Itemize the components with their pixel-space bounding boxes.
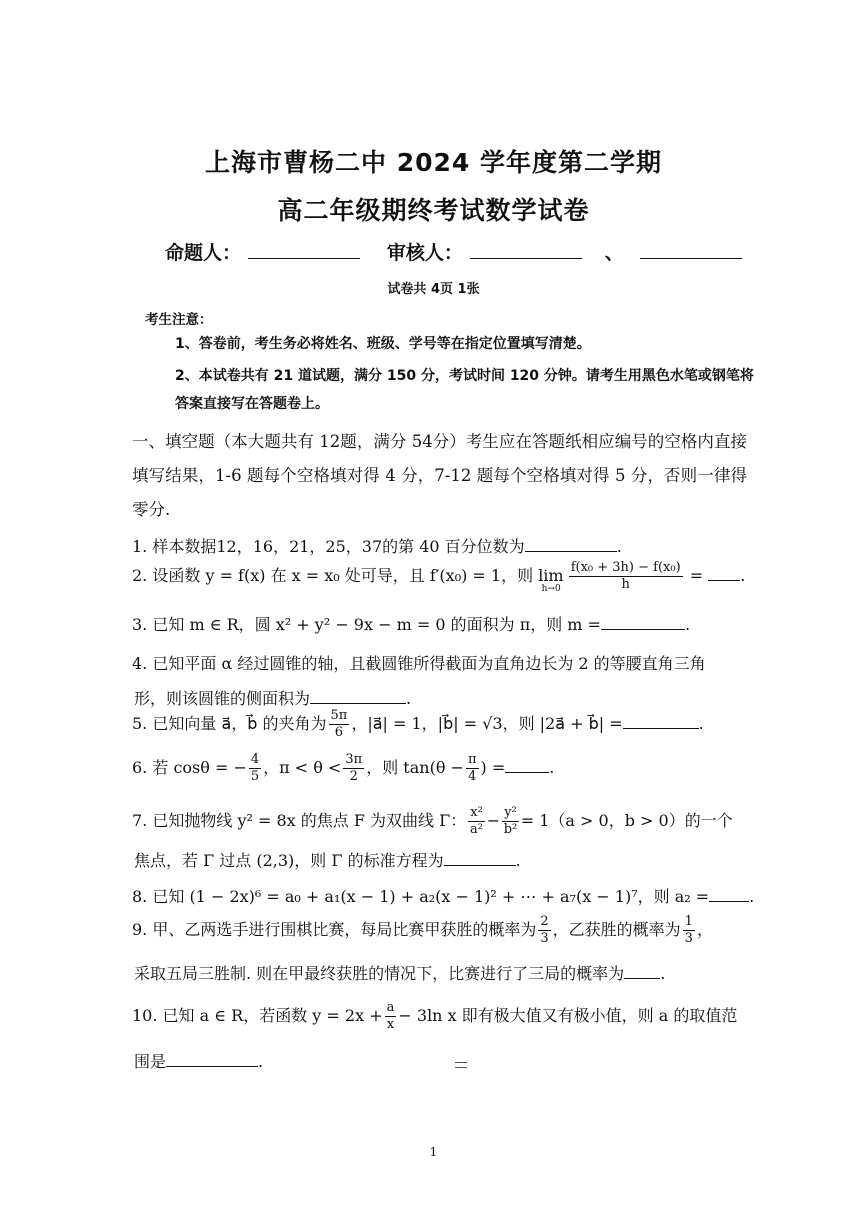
proposer-blank [248, 240, 360, 259]
question-10-text-2: − 3ln x 即有极大值又有极小值，则 a 的取值范 [398, 1006, 738, 1025]
question-9-numerator-1: 2 [540, 914, 549, 929]
question-6 [132, 752, 752, 785]
question-6-text-4: ) = [480, 758, 506, 777]
question-6-fraction-2 [343, 752, 364, 785]
question-6-denominator-3: 4 [468, 769, 477, 784]
question-9-denominator-1: 3 [540, 931, 549, 946]
answer-blank-9 [624, 964, 660, 979]
answer-blank-7 [444, 851, 516, 866]
answer-blank-4 [310, 689, 406, 704]
question-4-end: . [406, 689, 412, 708]
question-9-fraction-1 [538, 914, 550, 947]
question-7-numerator-1: x² [470, 805, 483, 820]
question-8-text: 8. 已知 (1 − 2x)⁶ = a₀ + a₁(x − 1) + a₂(x − 1)² + ⋯ + a₇(x − 1)⁷，则 a₂ = [132, 887, 710, 906]
question-7-numerator-2: y² [504, 805, 517, 820]
question-5-numerator: 5π [330, 708, 348, 723]
question-9-denominator-2: 3 [684, 931, 693, 946]
question-5-end: . [698, 714, 704, 733]
question-6-fraction-3 [466, 752, 479, 785]
question-6-numerator-1: 4 [250, 752, 260, 767]
page-number: 1 [429, 1145, 438, 1159]
question-2-equals: = [684, 566, 709, 585]
answer-blank-5 [623, 714, 699, 729]
question-4-line-2: 形，则该圆锥的侧面积为 [134, 689, 311, 708]
question-10-fraction [385, 1000, 397, 1033]
answer-blank-1 [525, 537, 617, 552]
question-6-numerator-2: 3π [345, 752, 363, 767]
question-4-line-1: 4. 已知平面 α 经过圆锥的轴，且截圆锥所得截面为直角边长为 2 的等腰直角三角 [132, 654, 706, 673]
question-9-numerator-2: 1 [684, 914, 693, 929]
question-9 [132, 914, 752, 984]
reviewer-blank-2 [640, 240, 742, 259]
answer-blank-2 [708, 566, 740, 581]
question-6-denominator-1: 5 [250, 769, 260, 784]
question-5-fraction [329, 708, 350, 741]
question-2 [132, 560, 752, 593]
question-10-denominator: x [386, 1017, 395, 1032]
question-9-end: . [660, 964, 666, 983]
question-5-text: 5. 已知向量 a⃗，b⃗ 的夹角为 [132, 714, 327, 733]
question-3 [132, 612, 752, 635]
question-5-text-2: ，|a⃗| = 1，|b⃗| = √3，则 |2a⃗ + b⃗| = [351, 714, 623, 733]
question-9-fraction-2 [683, 914, 695, 947]
question-7-line-2: 焦点，若 Γ 过点 (2,3)，则 Γ 的标准方程为 [134, 851, 444, 870]
question-7 [132, 805, 752, 871]
question-6-denominator-2: 2 [349, 769, 358, 784]
scan-mark [455, 1062, 467, 1068]
question-6-text: 6. 若 cosθ = − [132, 758, 247, 777]
question-7-text-2: = 1（a > 0，b > 0）的一个 [520, 811, 733, 830]
exam-title-line2: 高二年级期终考试数学试卷 [277, 196, 590, 225]
pages-info: 试卷共 4页 1张 [387, 282, 480, 297]
question-6-numerator-3: π [467, 752, 477, 767]
question-2-end: . [740, 566, 746, 585]
question-9-text: 9. 甲、乙两选手进行围棋比赛，每局比赛甲获胜的概率为 [132, 920, 537, 939]
question-2-numerator: f(x₀ + 3h) − f(x₀) [570, 560, 681, 575]
question-7-denominator-1: a² [470, 822, 483, 837]
signers-row [165, 238, 742, 265]
question-6-end: . [549, 758, 555, 777]
question-1-text: 1. 样本数据12，16，21，25，37的第 40 百分位数为 [132, 537, 525, 556]
question-10 [132, 1000, 752, 1072]
question-4 [132, 651, 752, 709]
question-2-denominator: h [621, 577, 630, 592]
question-7-fraction-1 [468, 805, 485, 838]
question-3-end: . [684, 615, 691, 634]
question-7-text: 7. 已知抛物线 y² = 8x 的焦点 F 为双曲线 Γ： [132, 811, 467, 830]
exam-title-line1: 上海市曹杨二中 2024 学年度第二学期 [205, 148, 662, 177]
reviewer-separator: 、 [604, 242, 624, 264]
question-1-end: . [616, 537, 622, 556]
question-8-end: . [749, 887, 755, 906]
answer-blank-8 [709, 887, 749, 902]
section-1-heading: 一、填空题（本大题共有 12题，满分 54分）考生应在答题纸相应编号的空格内直接填写结果，1-6 题每个空格填对得 4 分，7-12 题每个空格填对得 5 分，否则一律得零分. [132, 432, 747, 519]
question-7-fraction-2 [502, 805, 519, 838]
notice-item-2: 2、本试卷共有 21 道试题，满分 150 分，考试时间 120 分钟。请考生用黑色水笔或钢笔将答案直接写在答题卷上。 [175, 368, 754, 412]
question-7-minus: − [486, 811, 501, 830]
question-9-text-2: ，乙获胜的概率为 [552, 920, 681, 939]
answer-blank-3 [601, 615, 685, 630]
question-7-denominator-2: b² [503, 822, 518, 837]
answer-blank-10 [166, 1052, 258, 1067]
notice-heading: 考生注意： [145, 312, 213, 328]
question-10-numerator: a [386, 1000, 395, 1015]
question-5 [132, 708, 752, 741]
question-10-text: 10. 已知 a ∈ R，若函数 y = 2x + [132, 1006, 383, 1025]
question-1 [132, 534, 752, 557]
question-8 [132, 884, 755, 907]
question-7-end: . [515, 851, 521, 870]
question-2-text: 2. 设函数 y = f(x) 在 x = x₀ 处可导，且 f′(x₀) = 1，则 lim [132, 566, 564, 585]
question-2-fraction [569, 560, 683, 593]
question-2-limit-sub: h→0 [541, 584, 561, 594]
proposer-label: 命题人： [165, 242, 242, 264]
question-3-text: 3. 已知 m ∈ R，圆 x² + y² − 9x − m = 0 的面积为 π，则 m = [132, 615, 601, 634]
notice-item-1: 1、答卷前，考生务必将姓名、班级、学号等在指定位置填写清楚。 [175, 336, 591, 352]
question-9-line-2: 采取五局三胜制. 则在甲最终获胜的情况下，比赛进行了三局的概率为 [134, 964, 625, 983]
reviewer-blank-1 [470, 240, 582, 259]
answer-blank-6 [505, 758, 549, 773]
question-10-end: . [258, 1052, 264, 1071]
question-6-fraction-1 [249, 752, 261, 785]
question-6-text-3: ，则 tan(θ − [366, 758, 464, 777]
reviewer-label: 审核人： [386, 242, 463, 264]
question-6-text-2: ，π < θ < [263, 758, 342, 777]
question-10-line-2: 围是 [134, 1052, 167, 1071]
question-9-comma: ， [696, 920, 713, 939]
question-5-denominator: 6 [334, 725, 344, 740]
